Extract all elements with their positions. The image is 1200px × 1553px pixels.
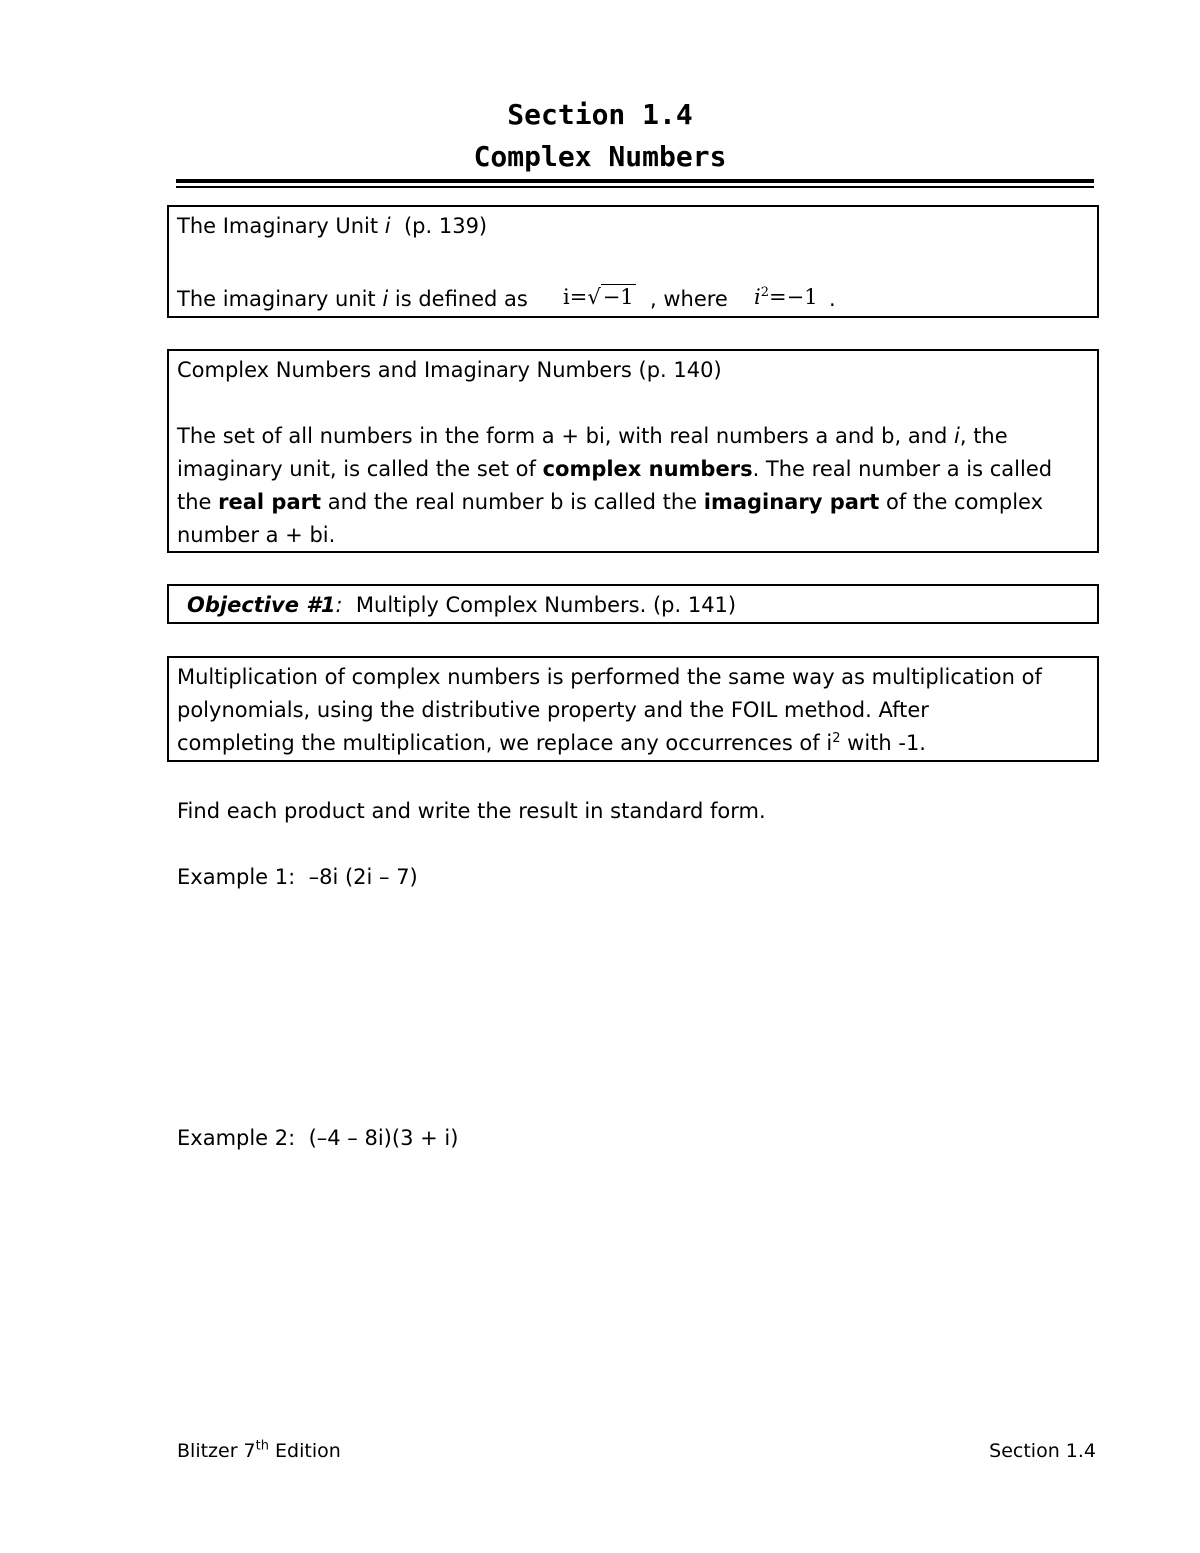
equation-lhs: i= bbox=[563, 285, 588, 309]
complex-definition-line-2 bbox=[177, 453, 1052, 486]
heading-page-ref: (p. 139) bbox=[403, 214, 488, 238]
equation-base: i bbox=[754, 285, 761, 309]
objective-line bbox=[187, 589, 736, 622]
equation-rhs: =−1 bbox=[769, 285, 818, 309]
term-imaginary-part: imaginary part bbox=[703, 490, 880, 514]
title-divider-thick bbox=[176, 179, 1094, 183]
term-real-part: real part bbox=[218, 490, 322, 514]
heading-text: The Imaginary Unit bbox=[177, 214, 385, 238]
text-span: and the real number b is called the bbox=[321, 490, 704, 514]
title-divider-thin bbox=[176, 186, 1094, 188]
definition-text: The imaginary unit bbox=[177, 287, 383, 311]
footer-text: Edition bbox=[269, 1440, 341, 1462]
text-span: The set of all numbers in the form a + bi, with real numbers a and b, and bbox=[177, 424, 954, 448]
example-label: Example 1: bbox=[177, 865, 296, 889]
complex-definition-line-4: number a + bi. bbox=[177, 523, 336, 547]
imaginary-unit-heading bbox=[177, 210, 487, 243]
heading-variable: i bbox=[384, 214, 391, 238]
section-number-title: Section 1.4 bbox=[507, 98, 693, 131]
example-2 bbox=[177, 1122, 458, 1155]
objective-text: Multiply Complex Numbers. (p. 141) bbox=[355, 593, 737, 617]
example-expression: (–4 – 8i)(3 + i) bbox=[308, 1126, 459, 1150]
term-complex-numbers: complex numbers bbox=[542, 457, 753, 481]
objective-label: Objective #1 bbox=[187, 593, 336, 617]
text-span: imaginary unit, is called the set of bbox=[177, 457, 543, 481]
exponent: 2 bbox=[832, 731, 841, 746]
multiplication-line-1: Multiplication of complex numbers is performed the same way as multiplication of bbox=[177, 665, 1042, 689]
instructions: Find each product and write the result in standard form. bbox=[177, 799, 766, 823]
text-span: with -1. bbox=[840, 731, 926, 755]
where-text: , where bbox=[650, 287, 728, 311]
text-span: the bbox=[177, 490, 219, 514]
imaginary-unit-definition bbox=[177, 283, 528, 316]
definition-text-mid: is defined as bbox=[388, 287, 528, 311]
text-span: . The real number a is called bbox=[752, 457, 1053, 481]
text-span: completing the multiplication, we replace any occurrences of i bbox=[177, 731, 833, 755]
example-label: Example 2: bbox=[177, 1126, 296, 1150]
page-title: Complex Numbers bbox=[473, 140, 727, 173]
example-1 bbox=[177, 861, 418, 894]
complex-numbers-heading: Complex Numbers and Imaginary Numbers (p. 140) bbox=[177, 358, 722, 382]
footer-text: Blitzer 7 bbox=[177, 1440, 256, 1462]
example-expression: –8i (2i – 7) bbox=[308, 865, 418, 889]
i-squared-equation bbox=[754, 281, 818, 314]
objective-colon: : bbox=[335, 593, 343, 617]
definition-variable: i bbox=[382, 287, 389, 311]
complex-definition-line-3 bbox=[177, 486, 1043, 519]
definition-period: . bbox=[829, 287, 836, 311]
imaginary-i: i bbox=[954, 424, 960, 448]
imaginary-unit-equation: i=√−1 bbox=[563, 285, 634, 309]
footer-edition bbox=[177, 1437, 341, 1465]
multiplication-line-3 bbox=[177, 727, 926, 760]
text-span: , the bbox=[959, 424, 1008, 448]
equation-radicand: −1 bbox=[602, 285, 634, 309]
equation-exponent: 2 bbox=[760, 285, 769, 300]
multiplication-line-2: polynomials, using the distributive property and the FOIL method. After bbox=[177, 698, 929, 722]
footer-section: Section 1.4 bbox=[989, 1440, 1096, 1462]
footer-superscript: th bbox=[255, 1438, 269, 1454]
text-span: of the complex bbox=[879, 490, 1044, 514]
complex-definition-line-1 bbox=[177, 420, 1008, 453]
